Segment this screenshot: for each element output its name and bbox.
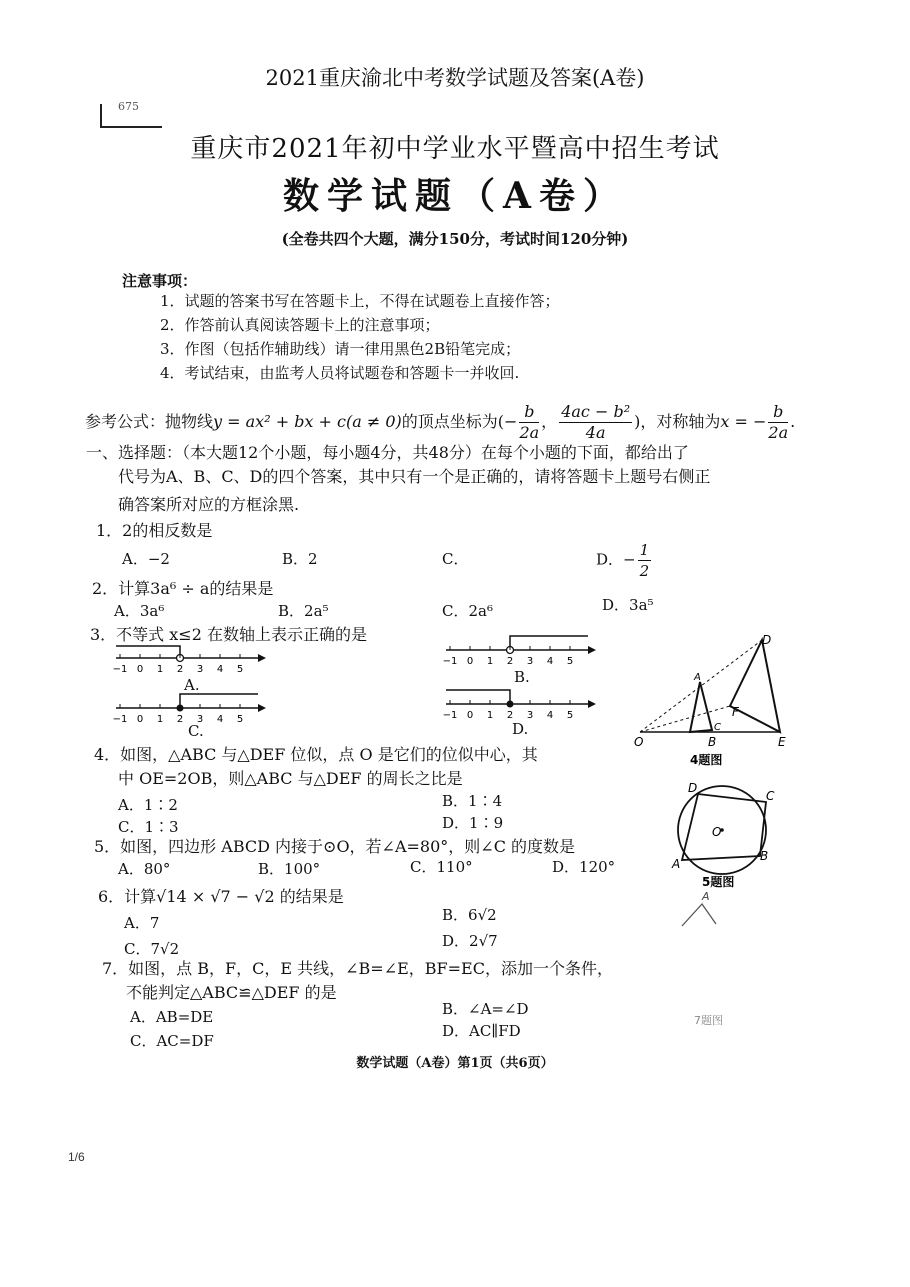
document-title: 2021重庆渝北中考数学试题及答案(A卷) [265, 66, 645, 90]
notes-heading: 注意事项： [122, 272, 198, 290]
corner-stamp-text: 675 [118, 100, 139, 113]
q7-option-c: C．AC=DF [130, 1032, 214, 1050]
question-1-stem: 1．2的相反数是 [96, 521, 213, 540]
q3-option-a: A. [184, 676, 200, 694]
question-7-stem: 7．如图，点 B，F，C，E 共线，∠B=∠E，BF=EC，添加一个条件， [102, 959, 613, 978]
axis-arrow [588, 646, 596, 654]
label-d: D [762, 633, 772, 647]
fraction: $\frac{\text{4ac − b²}}{4a}$ [561, 402, 631, 442]
tick-label: 5 [236, 714, 244, 725]
q6-option-a: A．7 [124, 914, 160, 932]
reference-formula: 参考公式：抛物线y = ax² + bx + c(a ≠ 0)的顶点坐标为(− $\frac{b}{2a}$ ， $\frac{\text{4ac − b²}}{4a}$ )，对称轴为x = − $\frac{b}{2a}$ . [85, 402, 796, 442]
tick-label: 5 [236, 664, 244, 675]
tick-label: −1 [442, 710, 458, 721]
fraction: $\frac{b}{2a}$ [768, 402, 789, 442]
q2-option-d: D．3a⁵ [602, 596, 654, 614]
formula-axis-lhs: x = − [720, 412, 767, 431]
label-b: B [760, 849, 769, 863]
exam-title: 重庆市2021年初中学业水平暨高中招生考试 [190, 134, 720, 164]
q7-option-a: A．AB=DE [130, 1008, 214, 1026]
question-5-stem: 5．如图，四边形 ABCD 内接于⊙O，若∠A=80°，则∠C 的度数是 [94, 837, 576, 856]
formula-axis-text: ，对称轴为 [640, 412, 721, 431]
label-e: E [778, 735, 786, 749]
tick-label: 4 [546, 710, 554, 721]
label-f: F [732, 705, 739, 719]
tick-label: 3 [196, 664, 204, 675]
q7-option-b: B．∠A=∠D [442, 1000, 529, 1018]
label-c: C [714, 722, 721, 733]
fraction: $\frac{b}{2a}$ [519, 402, 540, 442]
formula-prefix: 参考公式：抛物线 [85, 412, 214, 431]
question-7-stem: 不能判定△ABC≌△DEF 的是 [126, 983, 337, 1002]
figure-7 [672, 890, 752, 1030]
q1-option-c: C． [442, 550, 469, 568]
label-a: A [672, 857, 681, 871]
label-c: C [766, 789, 775, 803]
q4-option-d: D．1∶9 [442, 814, 504, 832]
tick-label: 4 [546, 656, 554, 667]
question-3-stem: 3．不等式 x≤2 在数轴上表示正确的是 [90, 625, 367, 644]
question-6-stem: 6．计算√14 × √7 − √2 的结果是 [98, 887, 344, 906]
tick-label: 4 [216, 714, 224, 725]
q2-option-b: B．2a⁵ [278, 602, 329, 620]
q5-option-b: B．100° [258, 860, 321, 878]
formula-vertex-text: 的顶点坐标为 [401, 412, 498, 431]
q5-option-d: D．120° [552, 858, 616, 876]
tick-label: 3 [526, 710, 534, 721]
note-item: 1．试题的答案书写在答题卡上，不得在试题卷上直接作答； [160, 292, 560, 310]
tick-label: 5 [566, 710, 574, 721]
section-instructions-line: 一、选择题：（本大题12个小题，每小题4分，共48分）在每个小题的下面，都给出了 [86, 443, 689, 462]
q7-option-d: D．AC∥FD [442, 1022, 521, 1040]
page-footer: 数学试题（A卷）第1页（共6页） [356, 1056, 554, 1071]
tick-label: 4 [216, 664, 224, 675]
tick-label: 1 [486, 710, 494, 721]
page-indicator: 1/6 [68, 1150, 85, 1164]
solution-ray [180, 694, 258, 708]
fraction: $\frac{1}{2}$ [639, 541, 650, 580]
q3-option-d: D. [512, 720, 529, 738]
note-item: 3．作图（包括作辅助线）请一律用黑色2B铅笔完成； [160, 340, 521, 358]
figure-4-similar-triangles [630, 630, 800, 770]
axis-arrow [258, 654, 266, 662]
q1-option-d: D．− $\frac{1}{2}$ [596, 541, 650, 580]
tick-label: 3 [196, 714, 204, 725]
q6-option-b: B．6√2 [442, 906, 497, 924]
q4-option-a: A．1∶2 [118, 796, 178, 814]
tick-label: −1 [442, 656, 458, 667]
note-item: 4．考试结束，由监考人员将试题卷和答题卡一并收回. [160, 364, 520, 382]
q4-option-b: B．1∶4 [442, 792, 503, 810]
tick-label: 0 [136, 664, 144, 675]
tick-label: 5 [566, 656, 574, 667]
tick-label: 0 [136, 714, 144, 725]
figure-5-inscribed-quadrilateral [670, 780, 790, 890]
tick-label: 1 [156, 714, 164, 725]
figure-5-caption: 5题图 [702, 875, 735, 889]
tick-label: 1 [156, 664, 164, 675]
q2-option-a: A．3a⁶ [114, 602, 165, 620]
label-a: A [694, 672, 701, 683]
tick-label: 1 [486, 656, 494, 667]
tick-label: 2 [506, 656, 514, 667]
label-a: A [702, 890, 710, 903]
tick-label: 2 [176, 664, 184, 675]
question-4-stem: 中 OE=2OB，则△ABC 与△DEF 的周长之比是 [118, 769, 463, 788]
label-d: D [688, 781, 698, 795]
figure-4-caption: 4题图 [690, 753, 723, 767]
q1-option-a: A．−2 [122, 550, 170, 568]
axis-arrow [588, 700, 596, 708]
triangle-abc [690, 682, 712, 732]
section-instructions-line: 确答案所对应的方框涂黑. [118, 495, 300, 514]
question-4-stem: 4．如图，△ABC 与△DEF 位似，点 O 是它们的位似中心，其 [94, 745, 538, 764]
solution-ray [116, 646, 180, 658]
q5-option-a: A．80° [118, 860, 171, 878]
figure-7-caption: 7题图 [694, 1014, 723, 1027]
label-b: B [708, 735, 717, 749]
triangle-fragment [682, 904, 716, 926]
tick-label: −1 [112, 714, 128, 725]
q1-option-b: B．2 [282, 550, 318, 568]
quadrilateral-abcd [682, 794, 766, 860]
q3-option-c: C. [188, 722, 204, 740]
paper-title: 数学试题（A卷） [283, 175, 627, 217]
tick-label: 0 [466, 710, 474, 721]
label-o: O [634, 735, 644, 749]
tick-label: 2 [506, 710, 514, 721]
q6-option-d: D．2√7 [442, 932, 498, 950]
tick-label: −1 [112, 664, 128, 675]
axis-arrow [258, 704, 266, 712]
q4-option-c: C．1∶3 [118, 818, 179, 836]
label-o: O [712, 825, 722, 839]
solution-ray [510, 636, 588, 650]
q2-option-c: C．2a⁶ [442, 602, 493, 620]
paper-subtitle: (全卷共四个大题，满分150分，考试时间120分钟) [281, 230, 629, 248]
q3-option-b: B. [514, 668, 530, 686]
tick-label: 0 [466, 656, 474, 667]
formula-equation: y = ax² + bx + c(a ≠ 0) [213, 412, 402, 431]
tick-label: 2 [176, 714, 184, 725]
q6-option-c: C．7√2 [124, 940, 180, 958]
note-item: 2．作答前认真阅读答题卡上的注意事项； [160, 316, 440, 334]
solution-ray [446, 690, 510, 704]
question-2-stem: 2．计算3a⁶ ÷ a的结果是 [92, 579, 274, 598]
section-instructions-line: 代号为A、B、C、D的四个答案，其中只有一个是正确的，请将答题卡上题号右侧正 [118, 467, 711, 486]
tick-label: 3 [526, 656, 534, 667]
q5-option-c: C．110° [410, 858, 473, 876]
